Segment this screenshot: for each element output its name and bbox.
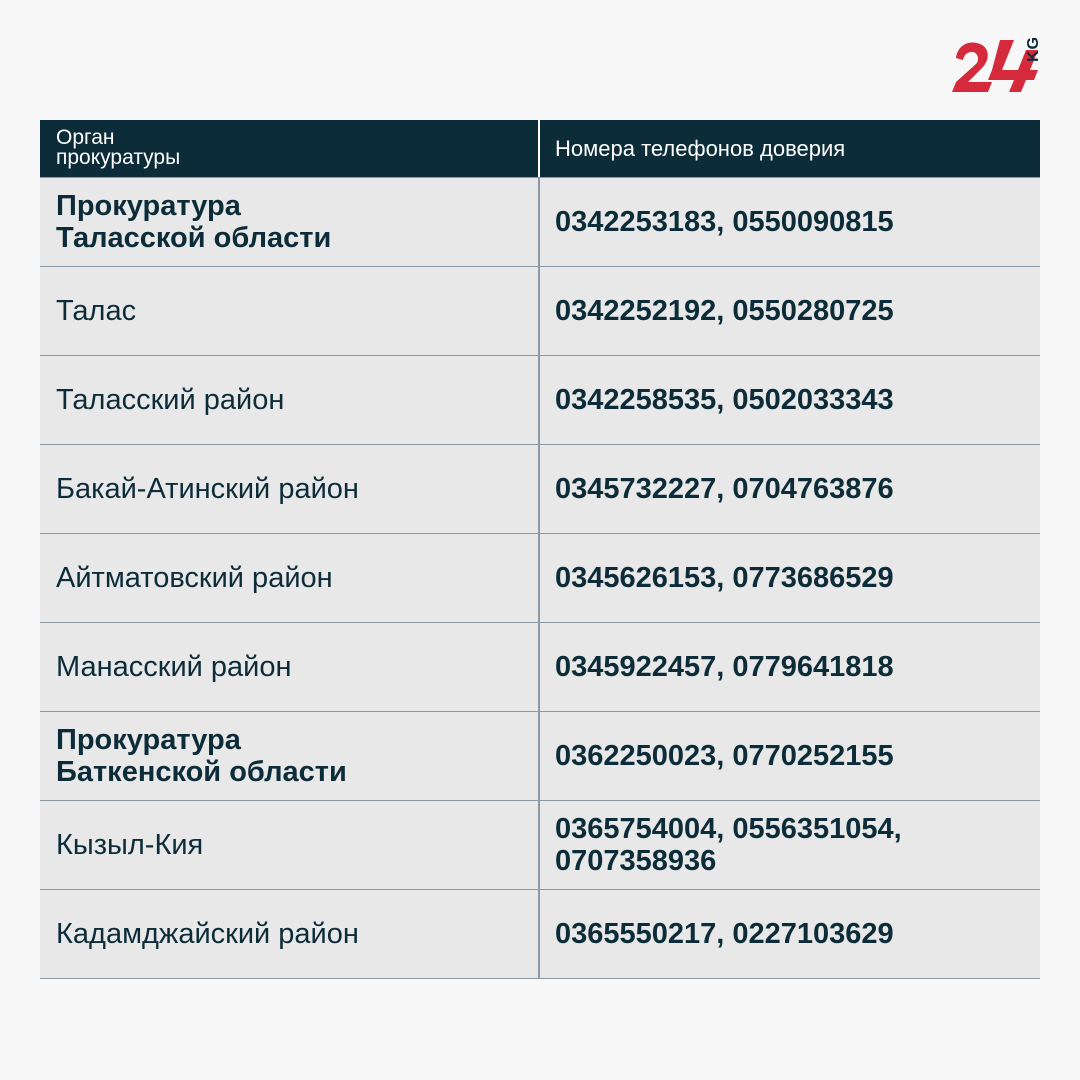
header-authority-line-2: прокуратуры bbox=[56, 146, 181, 169]
authority-name: Кадамджайский район bbox=[40, 890, 540, 978]
table-row bbox=[40, 177, 1040, 266]
authority-name: Манасский район bbox=[40, 623, 540, 711]
header-authority bbox=[40, 120, 540, 177]
authority-name: Кызыл-Кия bbox=[40, 801, 540, 889]
table-row bbox=[40, 533, 1040, 622]
authority-name: Бакай-Атинский район bbox=[40, 445, 540, 533]
table-bottom-border bbox=[40, 978, 1040, 979]
logo-kg-text: KG bbox=[1025, 36, 1042, 62]
header-authority-line-1: Орган bbox=[56, 126, 115, 149]
phone-numbers: 0342258535, 0502033343 bbox=[555, 384, 894, 416]
table-row bbox=[40, 800, 1040, 889]
phone-numbers: 0345626153, 0773686529 bbox=[555, 562, 894, 594]
table-row bbox=[40, 266, 1040, 355]
authority-name: Прокуратура Таласской области bbox=[40, 178, 540, 266]
authority-name: Айтматовский район bbox=[40, 534, 540, 622]
phone-numbers: 0342252192, 0550280725 bbox=[555, 295, 894, 327]
table-row bbox=[40, 355, 1040, 444]
phone-numbers: 0365550217, 0227103629 bbox=[555, 918, 894, 950]
table-row bbox=[40, 444, 1040, 533]
phone-numbers: 0362250023, 0770252155 bbox=[555, 740, 894, 772]
phone-numbers: 0345732227, 0704763876 bbox=[555, 473, 894, 505]
table-row bbox=[40, 889, 1040, 978]
header-phones: Номера телефонов доверия bbox=[555, 135, 846, 161]
logo-digit-two bbox=[952, 43, 992, 92]
table-row bbox=[40, 622, 1040, 711]
phone-numbers: 0345922457, 0779641818 bbox=[555, 651, 894, 683]
authority-name: Прокуратура Баткенской области bbox=[40, 712, 540, 800]
table-row bbox=[40, 711, 1040, 800]
phone-numbers: 0365754004, 0556351054, 0707358936 bbox=[555, 813, 902, 877]
authority-name: Талас bbox=[40, 267, 540, 355]
phone-numbers: 0342253183, 0550090815 bbox=[555, 206, 894, 238]
hotline-table bbox=[40, 120, 1040, 979]
authority-name: Таласский район bbox=[40, 356, 540, 444]
table-header bbox=[40, 120, 1040, 177]
